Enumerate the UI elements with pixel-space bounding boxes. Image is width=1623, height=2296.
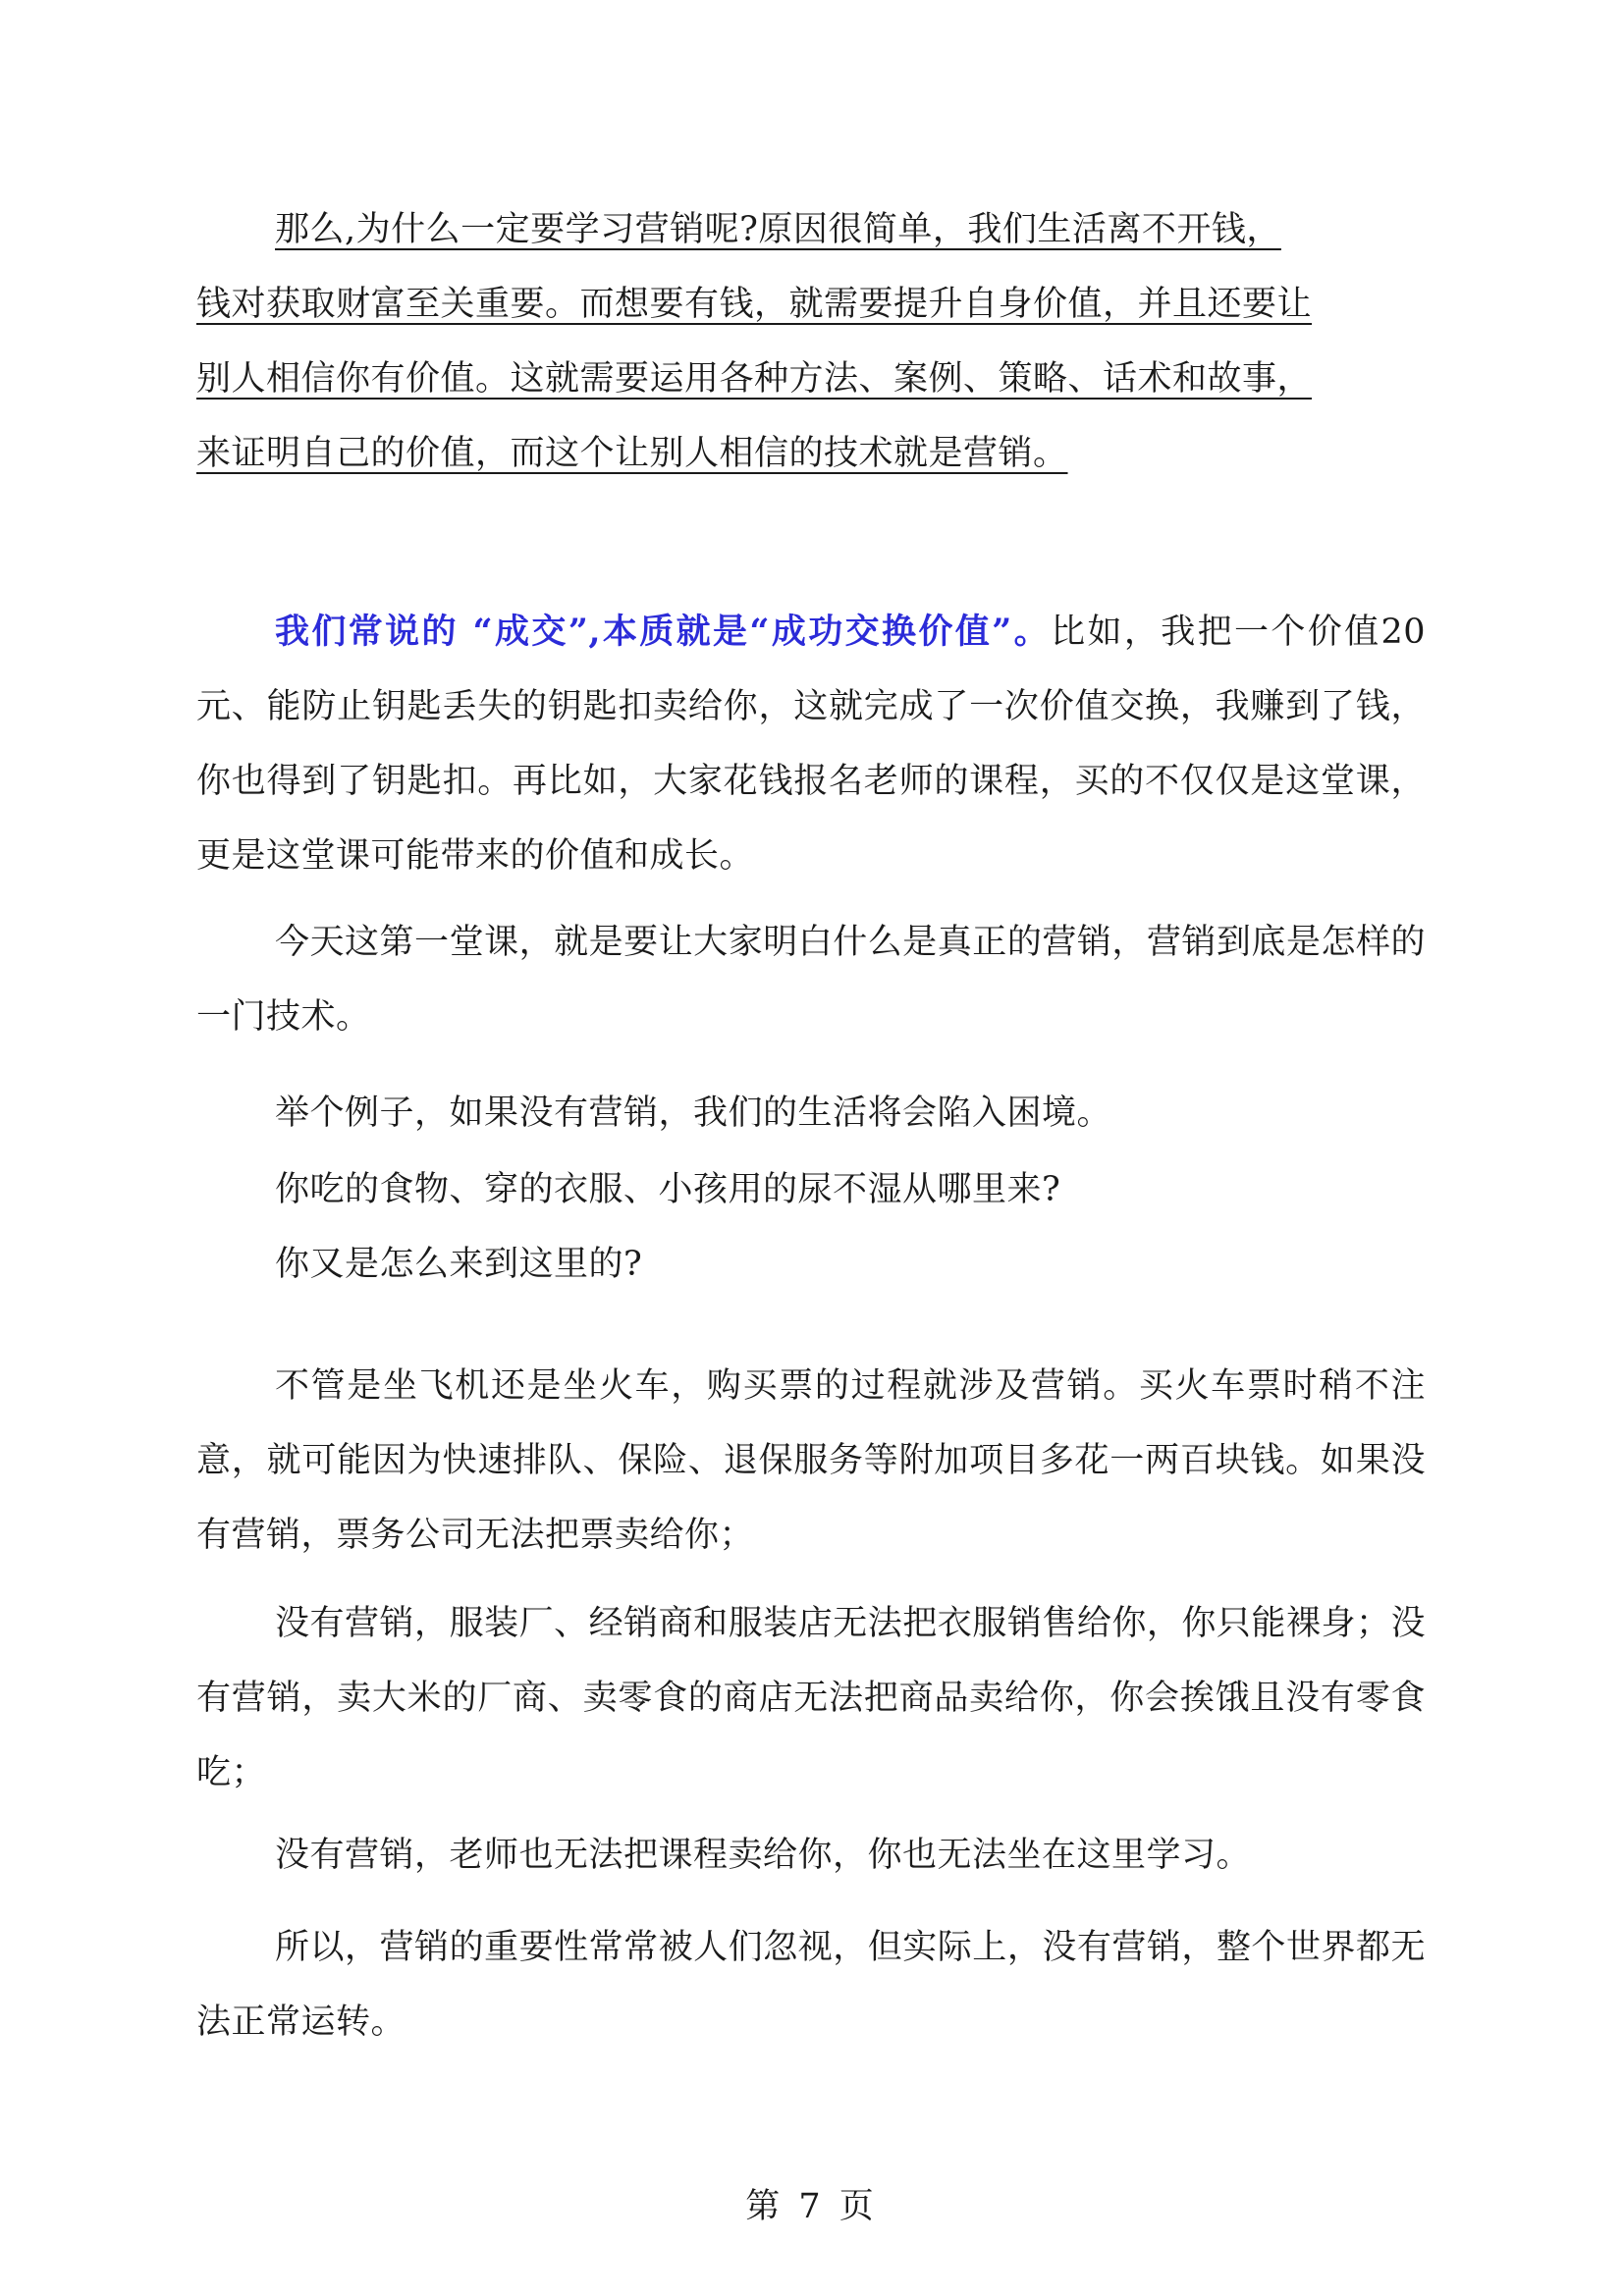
- text-line: 钱对获取财富至关重要。而想要有钱，就需要提升自身价值，并且还要让: [196, 285, 1313, 324]
- paragraph: 没有营销，老师也无法把课程卖给你，你也无法坐在这里学习。: [275, 1836, 1252, 1875]
- page-number: 第 7 页: [745, 2187, 878, 2226]
- paragraph-underlined: [196, 192, 1426, 491]
- paragraph: 你吃的食物、穿的衣服、小孩用的尿不湿从哪里来?: [275, 1170, 1061, 1209]
- paragraph: 不管是坐飞机还是坐火车，购买票的过程就涉及营销。买火车票时稍不注意，就可能因为快速排队、保险、退保服务等附加项目多花一两百块钱。如果没有营销，票务公司无法把票卖给你；: [196, 1366, 1426, 1555]
- paragraph: 所以，营销的重要性常常被人们忽视，但实际上，没有营销，整个世界都无法正常运转。: [196, 1928, 1426, 2042]
- paragraph-transaction: [196, 595, 1426, 893]
- text-line: 那么,为什么一定要学习营销呢?原因很简单，我们生活离不开钱，: [275, 210, 1281, 249]
- paragraph: 举个例子，如果没有营销，我们的生活将会陷入困境。: [275, 1094, 1112, 1133]
- paragraph: 你又是怎么来到这里的?: [275, 1245, 643, 1284]
- text-line: 别人相信你有价值。这就需要运用各种方法、案例、策略、话术和故事，: [196, 359, 1313, 399]
- body-text: 比如，我把一个价值20 元、能防止钥匙丢失的钥匙扣卖给你，这就完成了一次价值交换，我赚到了钱，你也得到了钥匙扣。再比如，大家花钱报名老师的课程，买的不仅仅是这堂课，更是这堂课可能带来的价值和成长。: [196, 613, 1426, 876]
- highlighted-phrase: 我们常说的 “成交”,本质就是“成功交换价值”。: [275, 612, 1052, 652]
- text-line: 来证明自己的价值，而这个让别人相信的技术就是营销。: [196, 434, 1068, 473]
- paragraph: 今天这第一堂课，就是要让大家明白什么是真正的营销，营销到底是怎样的一门技术。: [196, 923, 1426, 1037]
- paragraph: 没有营销，服装厂、经销商和服装店无法把衣服销售给你，你只能裸身；没有营销，卖大米的厂商、卖零食的商店无法把商品卖给你，你会挨饿且没有零食吃；: [196, 1604, 1426, 1792]
